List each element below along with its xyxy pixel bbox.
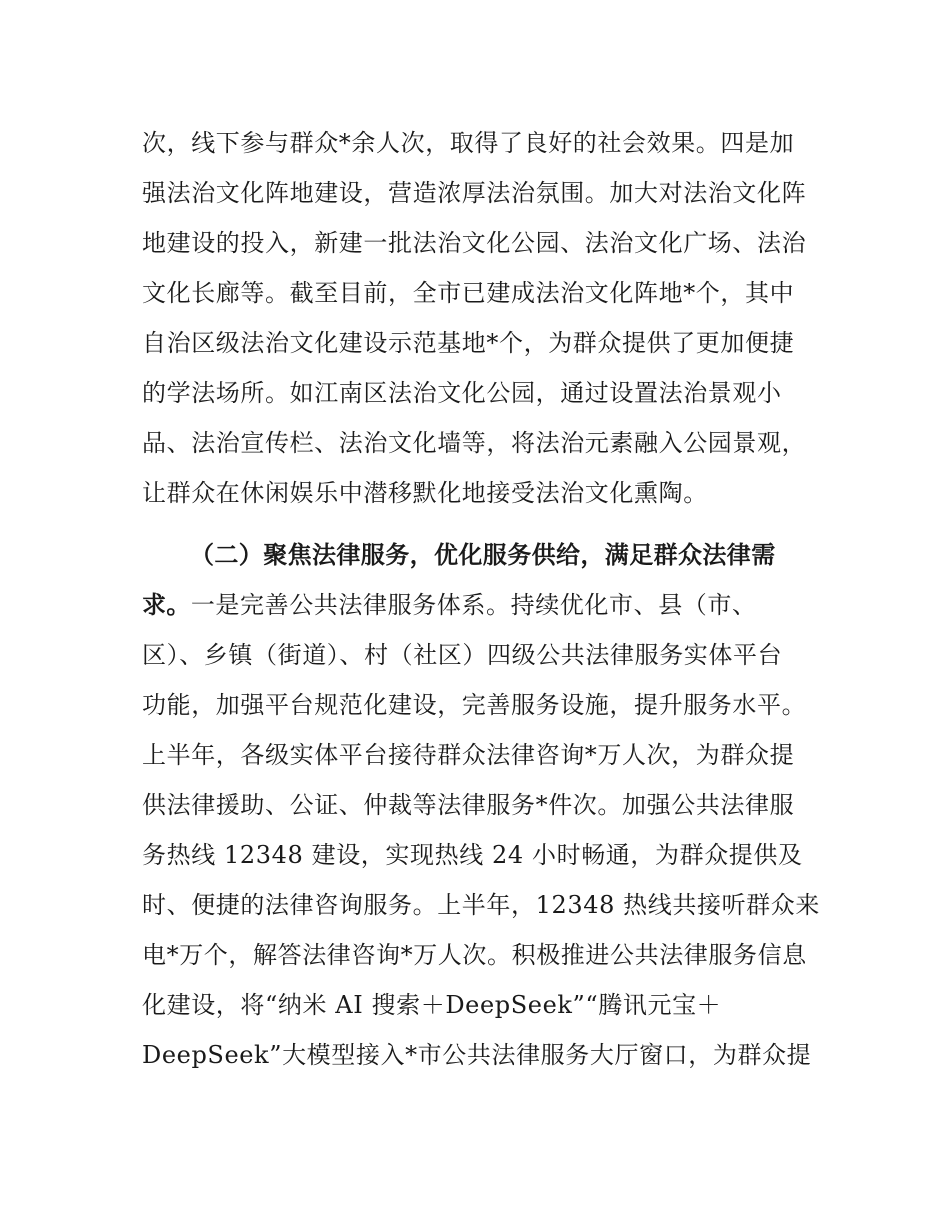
text-line: 的学法场所。如江南区法治文化公园，通过设置法治景观小 [142, 379, 782, 407]
text-line: 功能，加强平台规范化建设，完善服务设施，提升服务水平。 [142, 691, 807, 719]
text-line: DeepSeek”大模型接入*市公共法律服务大厅窗口，为群众提 [142, 1041, 812, 1069]
text-line: 强法治文化阵地建设，营造浓厚法治氛围。加大对法治文化阵 [142, 179, 807, 207]
text-line: 务热线 12348 建设，实现热线 24 小时畅通，为群众提供及 [142, 841, 803, 869]
text-line: 供法律援助、公证、仲裁等法律服务*件次。加强公共法律服 [142, 791, 795, 819]
text-line: 电*万个，解答法律咨询*万人次。积极推进公共法律服务信息 [142, 941, 807, 969]
text-line: 时、便捷的法律咨询服务。上半年，12348 热线共接听群众来 [142, 891, 820, 919]
text-line: 上半年，各级实体平台接待群众法律咨询*万人次，为群众提 [142, 741, 795, 769]
section-heading: （二）聚焦法律服务，优化服务供给，满足群众法律需 [190, 541, 776, 569]
section-heading-end: 求。 [142, 591, 191, 619]
text-line: 让群众在休闲娱乐中潜移默化地接受法治文化熏陶。 [142, 479, 708, 507]
text-line: 自治区级法治文化建设示范基地*个，为群众提供了更加便捷 [142, 329, 795, 357]
text-segment: 一是完善公共法律服务体系。持续优化市、县（市、 [190, 591, 757, 619]
text-line: 次，线下参与群众*余人次，取得了良好的社会效果。四是加 [142, 129, 795, 157]
text-line: 文化长廊等。截至目前，全市已建成法治文化阵地*个，其中 [142, 279, 795, 307]
text-line: 区）、乡镇（街道）、村（社区）四级公共法律服务实体平台 [142, 641, 783, 669]
text-line: 地建设的投入，新建一批法治文化公园、法治文化广场、法治 [142, 229, 807, 257]
text-line [142, 590, 757, 620]
text-line: 品、法治宣传栏、法治文化墙等，将法治元素融入公园景观， [142, 429, 807, 457]
text-line: 化建设，将“纳米 AI 搜索＋DeepSeek”“腾讯元宝＋ [142, 991, 722, 1019]
